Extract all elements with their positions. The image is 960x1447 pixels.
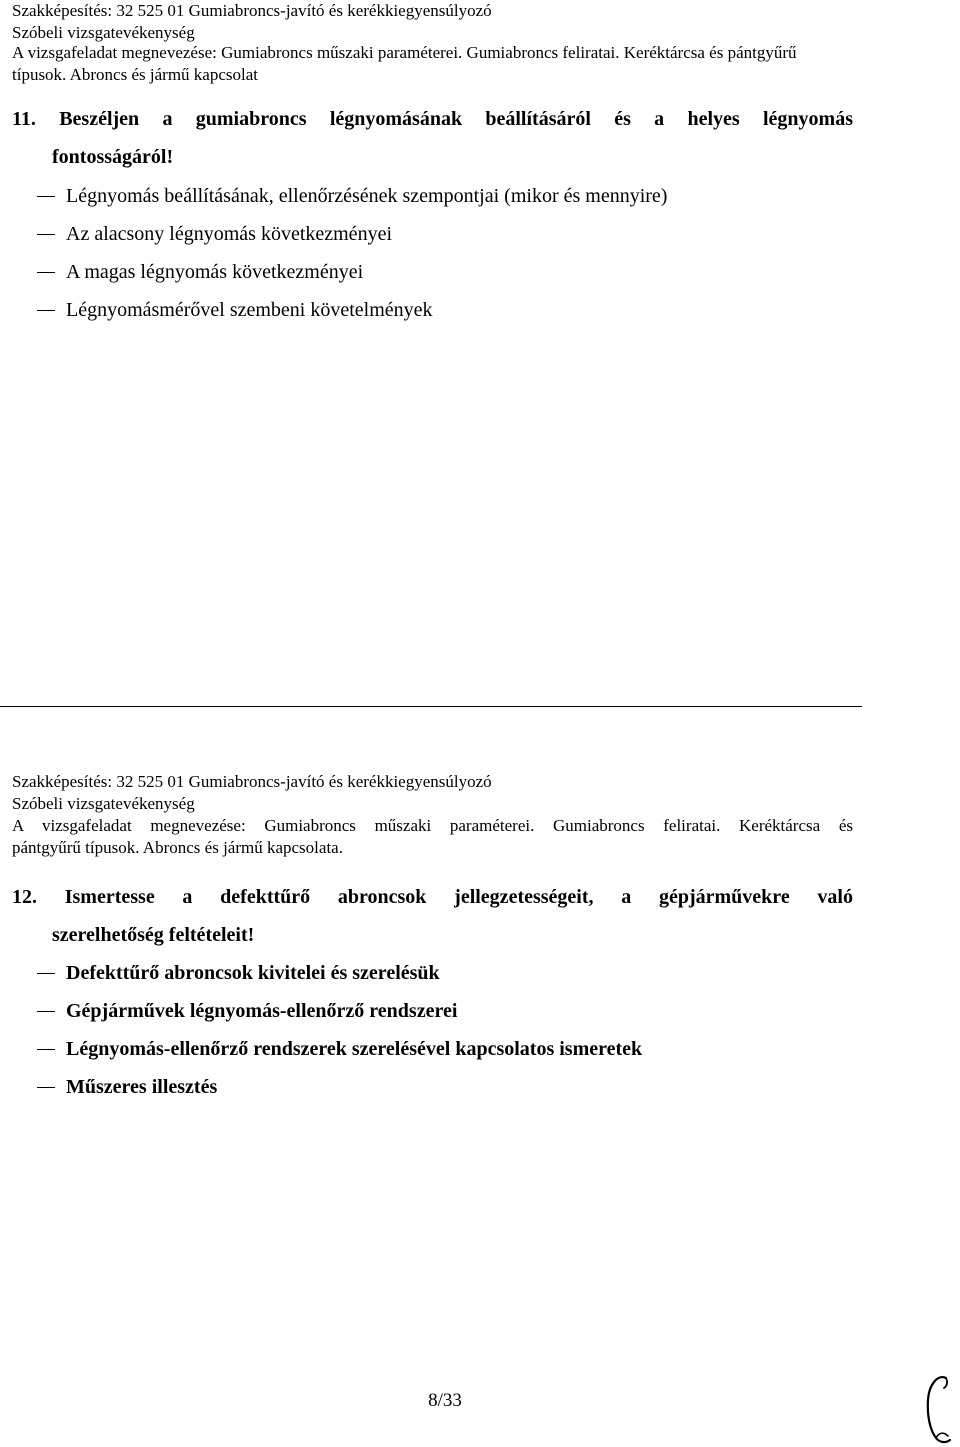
question-12-bullet — [37, 960, 440, 986]
question-12-title: 12. Ismertesse a defekttűrő abroncsok jellegzetességeit, a gépjárművekre való — [12, 886, 853, 908]
dash-bullet-icon — [37, 196, 55, 197]
header-exam-activity: Szóbeli vizsgatevékenység — [12, 794, 195, 813]
bullet-text: Műszeres illesztés — [66, 1075, 218, 1098]
question-11-title-cont: fontosságáról! — [52, 146, 174, 168]
bullet-text: Légnyomás-ellenőrző rendszerek szerelésével kapcsolatos ismeretek — [66, 1037, 643, 1060]
dash-bullet-icon — [37, 1049, 55, 1050]
signature-mark-icon — [920, 1370, 956, 1446]
question-12-bullet — [37, 998, 457, 1024]
dash-bullet-icon — [37, 272, 55, 273]
dash-bullet-icon — [37, 1011, 55, 1012]
dash-bullet-icon — [37, 310, 55, 311]
header-qualification: Szakképesítés: 32 525 01 Gumiabroncs-javító és kerékkiegyensúlyozó — [12, 1, 492, 20]
header-task-name-cont: pántgyűrű típusok. Abroncs és jármű kapcsolata. — [12, 838, 343, 857]
bullet-text: A magas légnyomás következményei — [66, 260, 364, 283]
bullet-text: Az alacsony légnyomás következményei — [66, 222, 392, 245]
header-task-name: A vizsgafeladat megnevezése: Gumiabroncs műszaki paraméterei. Gumiabroncs feliratai. Keréktárcsa és pántgyűrű — [12, 43, 797, 62]
dash-bullet-icon — [37, 973, 55, 974]
header-qualification: Szakképesítés: 32 525 01 Gumiabroncs-javító és kerékkiegyensúlyozó — [12, 772, 492, 791]
question-12-bullet — [37, 1074, 217, 1100]
question-11-title: 11. Beszéljen a gumiabroncs légnyomásának beállításáról és a helyes légnyomás — [12, 108, 853, 130]
question-12-title-cont: szerelhetőség feltételeit! — [52, 924, 255, 946]
dash-bullet-icon — [37, 1087, 55, 1088]
question-11-bullet — [37, 259, 363, 285]
bullet-text: Gépjárművek légnyomás-ellenőrző rendszerei — [66, 999, 458, 1022]
bullet-text: Légnyomásmérővel szembeni követelmények — [66, 298, 433, 321]
page-number: 8/33 — [428, 1390, 462, 1411]
question-11-bullet — [37, 297, 433, 323]
header-task-name: A vizsgafeladat megnevezése: Gumiabroncs műszaki paraméterei. Gumiabroncs feliratai. Keréktárcsa és — [12, 816, 853, 835]
question-11-bullet — [37, 221, 392, 247]
header-task-name-cont: típusok. Abroncs és jármű kapcsolat — [12, 65, 258, 84]
question-12-bullet — [37, 1036, 642, 1062]
header-exam-activity: Szóbeli vizsgatevékenység — [12, 23, 195, 42]
page-separator — [0, 706, 862, 707]
bullet-text: Légnyomás beállításának, ellenőrzésének szempontjai (mikor és mennyire) — [66, 184, 668, 207]
question-11-bullet — [37, 183, 667, 209]
bullet-text: Defekttűrő abroncsok kivitelei és szerelésük — [66, 961, 440, 984]
dash-bullet-icon — [37, 234, 55, 235]
